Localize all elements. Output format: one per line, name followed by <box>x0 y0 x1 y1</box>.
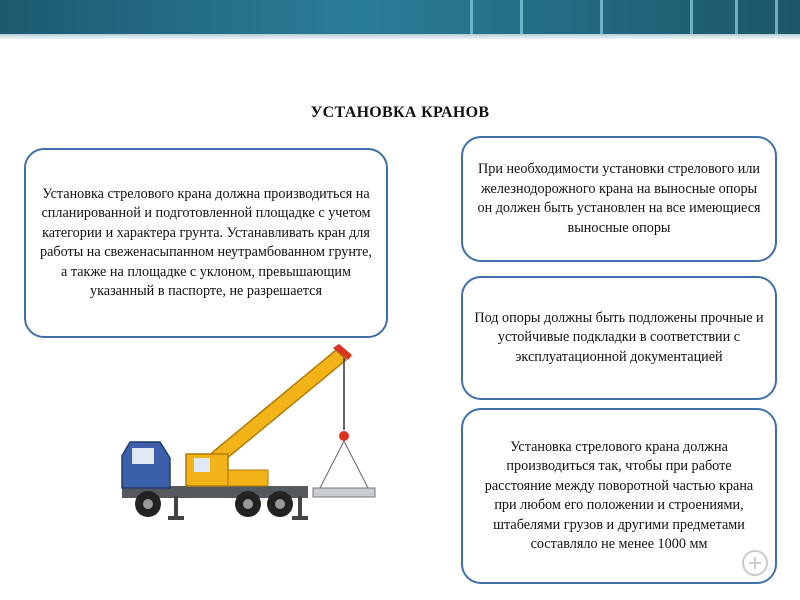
header-bar <box>0 0 800 34</box>
counterweight <box>228 470 268 486</box>
slide-title: УСТАНОВКА КРАНОВ <box>310 104 490 121</box>
hook-block <box>339 431 349 441</box>
wheel-hub <box>275 499 285 509</box>
wheel-hub <box>143 499 153 509</box>
cab-window <box>132 448 154 464</box>
crane-boom <box>208 350 346 464</box>
operator-cabin-window <box>194 458 210 472</box>
watermark-logo-icon <box>740 548 770 578</box>
outrigger <box>298 496 302 516</box>
outrigger-pad <box>292 516 308 520</box>
sling <box>320 441 344 488</box>
header-stripe <box>470 0 473 34</box>
load-beam <box>313 488 375 497</box>
info-box-text: Установка стрелового крана должна производиться так, чтобы при работе расстояние между поворотной частью крана при любом его положении и строениями, штабелями грузов и другими предметами составляло не менее 1000 мм <box>484 438 754 552</box>
info-box-outriggers <box>461 136 777 262</box>
info-box-text: Под опоры должны быть подложены прочные и устойчивые подкладки в соответствии с эксплуатационной документацией <box>474 309 764 365</box>
header-shadow <box>0 34 800 40</box>
truck-crane-illustration <box>108 338 408 538</box>
outrigger-pad <box>168 516 184 520</box>
info-box-text: При необходимости установки стрелового или железнодорожного крана на выносные опоры он должен быть установлен на все имеющиеся выносные опоры <box>477 161 761 236</box>
outrigger <box>174 496 178 516</box>
header-stripe <box>775 0 778 34</box>
header-stripe <box>735 0 738 34</box>
wheel-hub <box>243 499 253 509</box>
header-stripe <box>600 0 603 34</box>
info-box-clearance <box>461 408 777 584</box>
sling <box>344 441 368 488</box>
header-stripe <box>690 0 693 34</box>
header-stripe <box>520 0 523 34</box>
info-box-support-pads <box>461 276 777 400</box>
info-box-ground-requirements <box>24 148 388 338</box>
info-box-text: Установка стрелового крана должна производиться на спланированной и подготовленной площадке с учетом категории и характера грунта. Устанавливать кран для работы на свеженасыпанном неутрамбованном грунте, а также на площадке с уклоном, превышающим указанный в паспорте, не разрешается <box>40 185 372 299</box>
